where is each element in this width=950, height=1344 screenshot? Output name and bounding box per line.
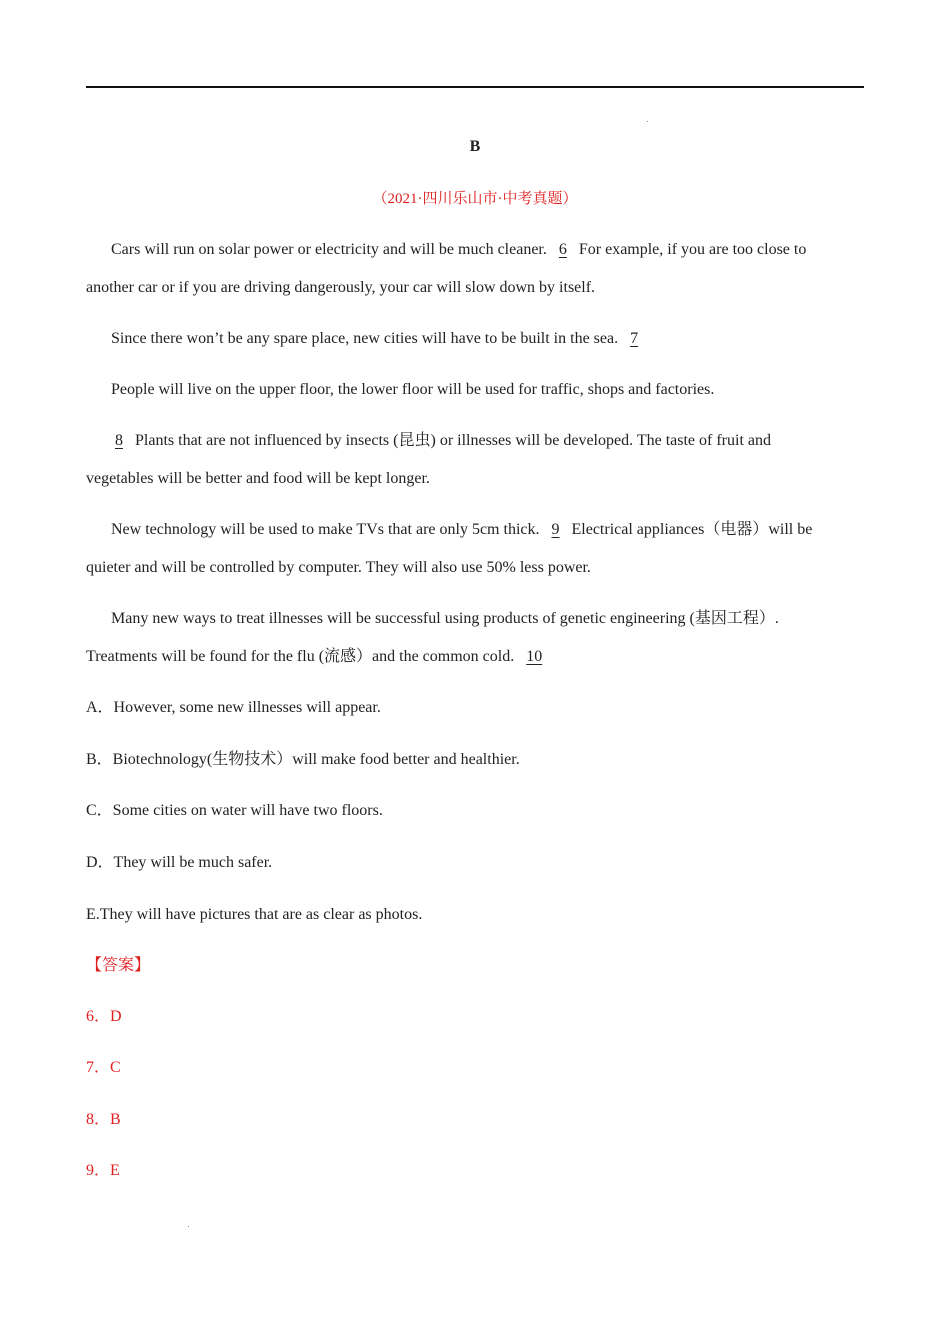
option-c: C．Some cities on water will have two floors. <box>86 802 383 819</box>
stray-mark <box>188 1226 189 1227</box>
blank-8: 8 <box>115 432 123 449</box>
blank-10: 10 <box>526 648 543 665</box>
answer-item: 8．B <box>86 1111 121 1128</box>
source-label: （2021·四川乐山市·中考真题） <box>372 191 578 207</box>
passage-paragraph-1 <box>111 240 806 260</box>
sentence: Treatments will be found for the flu (流感）and the common cold. <box>86 648 515 665</box>
blank-7: 7 <box>630 330 639 347</box>
option-a: A．However, some new illnesses will appear. <box>86 699 381 716</box>
passage-paragraph-3: People will live on the upper floor, the lower floor will be used for traffic, shops and factories. <box>111 381 715 398</box>
option-b: B．Biotechnology(生物技术）will make food better and healthier. <box>86 751 520 768</box>
sentence: Electrical appliances（电器）will be <box>571 521 813 538</box>
answer-item: 7．C <box>86 1059 121 1076</box>
passage-paragraph-6-cont <box>86 647 550 667</box>
sentence: New technology will be used to make TVs that are only 5cm thick. <box>111 521 540 538</box>
answer-heading: 【答案】 <box>86 957 151 974</box>
passage-paragraph-1-cont: another car or if you are driving dangerously, your car will slow down by itself. <box>86 279 596 296</box>
sentence: For example, if you are too close to <box>578 241 807 258</box>
passage-paragraph-6: Many new ways to treat illnesses will be successful using products of genetic engineering (基因工程）. <box>111 610 779 627</box>
answer-item: 6．D <box>86 1008 122 1025</box>
passage-paragraph-2 <box>111 329 646 349</box>
answer-item: 9．E <box>86 1162 120 1179</box>
sentence: Cars will run on solar power or electricity and will be much cleaner. <box>111 241 547 258</box>
blank-9: 9 <box>551 521 560 538</box>
blank-6: 6 <box>558 241 567 258</box>
option-d: D．They will be much safer. <box>86 854 273 871</box>
section-letter: B <box>469 138 481 155</box>
sentence: Since there won’t be any spare place, new cities will have to be built in the sea. <box>111 330 619 347</box>
passage-paragraph-4 <box>107 431 771 451</box>
passage-paragraph-5 <box>111 520 812 540</box>
passage-paragraph-5-cont: quieter and will be controlled by computer. They will also use 50% less power. <box>86 559 591 576</box>
header-rule <box>86 86 864 88</box>
sentence: Plants that are not influenced by insects (昆虫) or illnesses will be developed. The taste of fruit and <box>135 432 771 449</box>
stray-mark <box>647 121 648 122</box>
passage-paragraph-4-cont: vegetables will be better and food will be kept longer. <box>86 470 430 487</box>
option-e: E.They will have pictures that are as clear as photos. <box>86 906 423 923</box>
